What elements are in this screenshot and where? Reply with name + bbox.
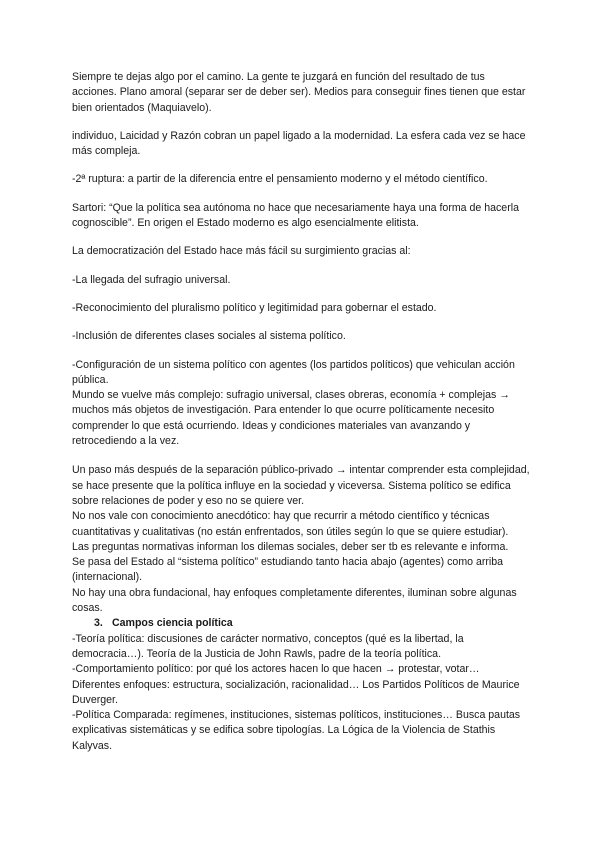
paragraph-modernidad: individuo, Laicidad y Razón cobran un papel ligado a la modernidad. La esfera cada vez se hace más compleja.	[72, 129, 526, 158]
paragraph-democratizacion: La democratización del Estado hace más fácil su surgimiento gracias al:	[72, 245, 411, 258]
paragraph-enfoques: Diferentes enfoques: estructura, socialización, racionalidad… Los Partidos Políticos de Maurice Duverger.	[72, 678, 520, 706]
paragraph-preguntas-normativas: Las preguntas normativas informan los dilemas sociales, deber ser tb es relevante e informa.	[72, 540, 509, 553]
list-item-clases-sociales: -Inclusión de diferentes clases sociales al sistema político.	[72, 330, 346, 343]
list-item-sistema-politico: -Configuración de un sistema político con agentes (los partidos políticos) que vehiculan acción pública.	[72, 358, 515, 386]
document-body	[72, 70, 532, 754]
paragraph-politica-comparada: -Política Comparada: regímenes, instituciones, sistemas políticos, instituciones… Busca pautas explicativas sistemáticas y se edifica sobre tipologías. La Lógica de la Violencia de Stathis Kalyvas.	[72, 709, 521, 752]
paragraph-metodo-cientifico: No nos vale con conocimiento anecdótico: hay que recurrir a método científico y técnicas cuantitativas y cualitativas (no están enfrentados, son útiles según lo que se quiere estudiar).	[72, 510, 509, 538]
paragraph-obra-fundacional: No hay una obra fundacional, hay enfoques completamente diferentes, iluminan sobre algunas cosas.	[72, 586, 517, 615]
paragraph-mundo-complejo: Mundo se vuelve más complejo: sufragio universal, clases obreras, economía + complejas → muchos más objetos de investigación. Para entender lo que ocurre políticamente necesito comprender lo que está ocurriendo. Ideas y condiciones materiales van avanzando y retrocediendo a la vez.	[72, 389, 510, 448]
paragraph-sistema-politico: Se pasa del Estado al “sistema político” estudiando tanto hacia abajo (agentes) como arriba (internacional).	[72, 556, 504, 584]
list-item-pluralismo: -Reconocimiento del pluralismo político y legitimidad para gobernar el estado.	[72, 301, 437, 314]
paragraph-segunda-ruptura: -2ª ruptura: a partir de la diferencia entre el pensamiento moderno y el método científico.	[72, 173, 488, 186]
section-title: Campos ciencia política	[112, 617, 233, 630]
paragraph-publico-privado: Un paso más después de la separación público-privado → intentar comprender esta complejidad, se hace presente que la política influye en la sociedad y viceversa. Sistema político se edifica sobre relaciones de poder y eso no se quiere ver.	[72, 464, 530, 507]
section-number: 3.	[94, 617, 103, 630]
list-item-sufragio: -La llegada del sufragio universal.	[72, 273, 231, 286]
paragraph-teoria-politica: -Teoría política: discusiones de carácter normativo, conceptos (qué es la libertad, la democracia…). Teoría de la Justicia de John Rawls, padre de la teoría política.	[72, 632, 464, 660]
paragraph-sartori: Sartori: “Que la política sea autónoma no hace que necesariamente haya una forma de hacerla cognoscible”. En origen el Estado moderno es algo esencialmente elitista.	[72, 201, 519, 230]
section-heading	[72, 616, 532, 631]
paragraph-maquiavelo: Siempre te dejas algo por el camino. La gente te juzgará en función del resultado de tus acciones. Plano amoral (separar ser de deber ser). Medios para conseguir fines tienen que estar bien orientados (Maquiavelo).	[72, 71, 526, 114]
paragraph-comportamiento-politico: -Comportamiento político: por qué los actores hacen lo que hacen → protestar, votar…	[72, 663, 480, 676]
